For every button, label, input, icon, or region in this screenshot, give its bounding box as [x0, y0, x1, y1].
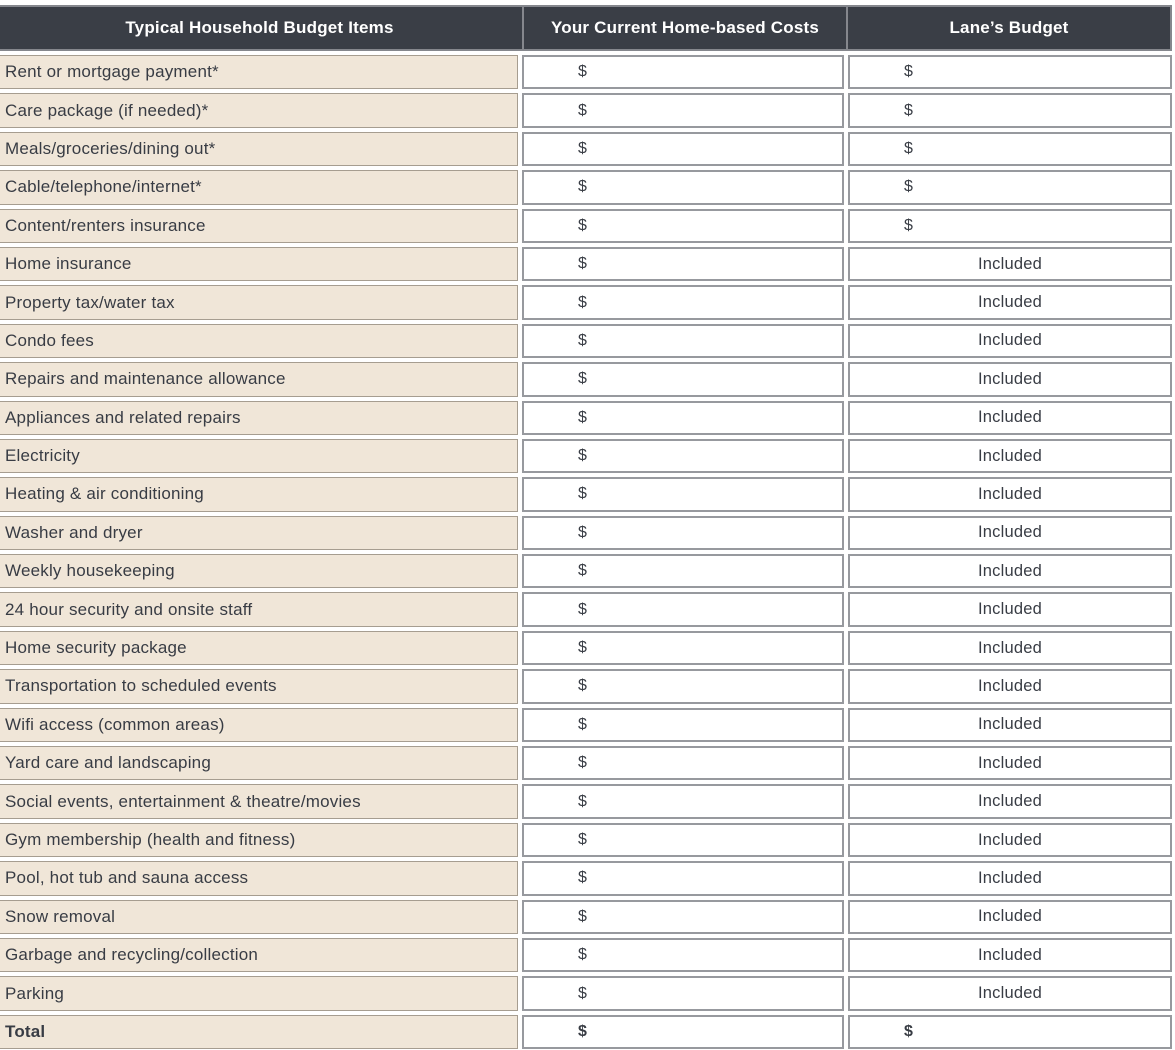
lane-included-cell: Included: [848, 362, 1172, 396]
lane-included-cell: Included: [848, 784, 1172, 818]
budget-item-cell: Meals/groceries/dining out*: [0, 132, 518, 166]
lane-budget-amount-cell[interactable]: $: [848, 93, 1172, 127]
current-cost-amount-cell[interactable]: $: [522, 324, 844, 358]
lane-budget-amount-cell[interactable]: $: [848, 132, 1172, 166]
budget-item-cell: Home insurance: [0, 247, 518, 281]
lane-included-cell: Included: [848, 247, 1172, 281]
budget-item-cell: Pool, hot tub and sauna access: [0, 861, 518, 895]
current-cost-amount-cell[interactable]: $: [522, 170, 844, 204]
lane-included-cell: Included: [848, 401, 1172, 435]
current-cost-amount-cell[interactable]: $: [522, 900, 844, 934]
budget-item-cell: Property tax/water tax: [0, 285, 518, 319]
budget-item-cell: Gym membership (health and fitness): [0, 823, 518, 857]
budget-item-cell: Condo fees: [0, 324, 518, 358]
current-cost-amount-cell[interactable]: $: [522, 938, 844, 972]
current-cost-amount-cell[interactable]: $: [522, 823, 844, 857]
current-cost-amount-cell[interactable]: $: [522, 439, 844, 473]
lane-included-cell: Included: [848, 746, 1172, 780]
total-lane-budget-cell[interactable]: $: [848, 1015, 1172, 1049]
current-cost-amount-cell[interactable]: $: [522, 362, 844, 396]
current-cost-amount-cell[interactable]: $: [522, 784, 844, 818]
current-cost-amount-cell[interactable]: $: [522, 93, 844, 127]
budget-item-cell: Wifi access (common areas): [0, 708, 518, 742]
current-cost-amount-cell[interactable]: $: [522, 285, 844, 319]
current-cost-amount-cell[interactable]: $: [522, 132, 844, 166]
lane-budget-amount-cell[interactable]: $: [848, 55, 1172, 89]
current-cost-amount-cell[interactable]: $: [522, 669, 844, 703]
budget-item-cell: Cable/telephone/internet*: [0, 170, 518, 204]
budget-item-cell: Snow removal: [0, 900, 518, 934]
budget-item-cell: Home security package: [0, 631, 518, 665]
budget-item-cell: Weekly housekeeping: [0, 554, 518, 588]
current-cost-amount-cell[interactable]: $: [522, 247, 844, 281]
lane-included-cell: Included: [848, 938, 1172, 972]
current-cost-amount-cell[interactable]: $: [522, 592, 844, 626]
total-label-cell: Total: [0, 1015, 518, 1049]
lane-included-cell: Included: [848, 439, 1172, 473]
lane-budget-amount-cell[interactable]: $: [848, 209, 1172, 243]
column-header-lanes-budget: Lane’s Budget: [846, 7, 1170, 49]
lane-included-cell: Included: [848, 669, 1172, 703]
budget-item-cell: Appliances and related repairs: [0, 401, 518, 435]
budget-item-cell: 24 hour security and onsite staff: [0, 592, 518, 626]
current-cost-amount-cell[interactable]: $: [522, 401, 844, 435]
lane-included-cell: Included: [848, 900, 1172, 934]
current-cost-amount-cell[interactable]: $: [522, 746, 844, 780]
column-header-current-costs: Your Current Home-based Costs: [522, 7, 846, 49]
lane-included-cell: Included: [848, 324, 1172, 358]
table-header-row: [0, 5, 1172, 51]
lane-included-cell: Included: [848, 285, 1172, 319]
current-cost-amount-cell[interactable]: $: [522, 477, 844, 511]
lane-included-cell: Included: [848, 477, 1172, 511]
total-current-cost-cell[interactable]: $: [522, 1015, 844, 1049]
lane-included-cell: Included: [848, 976, 1172, 1010]
lane-budget-amount-cell[interactable]: $: [848, 170, 1172, 204]
budget-item-cell: Parking: [0, 976, 518, 1010]
lane-included-cell: Included: [848, 823, 1172, 857]
budget-item-cell: Content/renters insurance: [0, 209, 518, 243]
lane-included-cell: Included: [848, 631, 1172, 665]
lane-included-cell: Included: [848, 861, 1172, 895]
budget-item-cell: Washer and dryer: [0, 516, 518, 550]
current-cost-amount-cell[interactable]: $: [522, 554, 844, 588]
budget-item-cell: Transportation to scheduled events: [0, 669, 518, 703]
current-cost-amount-cell[interactable]: $: [522, 516, 844, 550]
lane-included-cell: Included: [848, 516, 1172, 550]
current-cost-amount-cell[interactable]: $: [522, 861, 844, 895]
budget-item-cell: Yard care and landscaping: [0, 746, 518, 780]
budget-item-cell: Electricity: [0, 439, 518, 473]
budget-item-cell: Care package (if needed)*: [0, 93, 518, 127]
lane-included-cell: Included: [848, 708, 1172, 742]
column-header-budget-items: Typical Household Budget Items: [125, 18, 394, 37]
current-cost-amount-cell[interactable]: $: [522, 708, 844, 742]
budget-item-cell: Garbage and recycling/collection: [0, 938, 518, 972]
budget-item-cell: Rent or mortgage payment*: [0, 55, 518, 89]
lane-included-cell: Included: [848, 554, 1172, 588]
current-cost-amount-cell[interactable]: $: [522, 631, 844, 665]
budget-item-cell: Heating & air conditioning: [0, 477, 518, 511]
current-cost-amount-cell[interactable]: $: [522, 209, 844, 243]
lane-included-cell: Included: [848, 592, 1172, 626]
current-cost-amount-cell[interactable]: $: [522, 976, 844, 1010]
current-cost-amount-cell[interactable]: $: [522, 55, 844, 89]
budget-item-cell: Repairs and maintenance allowance: [0, 362, 518, 396]
budget-item-cell: Social events, entertainment & theatre/movies: [0, 784, 518, 818]
